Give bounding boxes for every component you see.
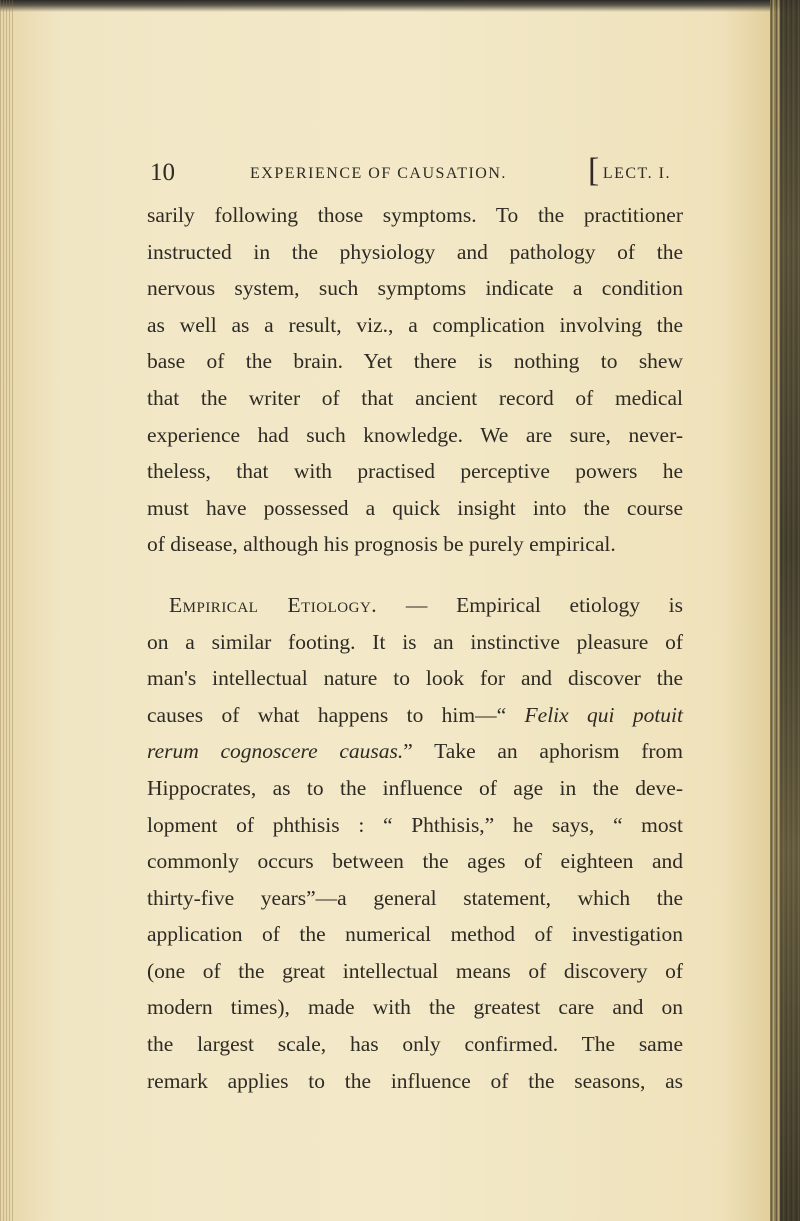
heading-line-rest: Empirical etiology is xyxy=(456,592,684,617)
running-header xyxy=(150,152,680,189)
paragraph-gap xyxy=(147,563,683,587)
latin-quote-cont: rerum cognoscere causas. xyxy=(147,739,404,764)
body-text xyxy=(147,197,683,1099)
lecture-reference xyxy=(588,152,671,189)
text-line: commonly occurs between the ages of eighteen and xyxy=(147,849,683,874)
binding-shadow xyxy=(780,0,800,1221)
bracket: [ xyxy=(588,152,601,189)
text-line: nervous system, such symptoms indicate a condition xyxy=(147,276,683,301)
page-left-edge xyxy=(0,0,14,1221)
text-line: instructed in the physiology and pathology of the xyxy=(147,239,683,264)
text-line: theless, that with practised perceptive powers he xyxy=(147,459,683,484)
text-line: remark applies to the influence of the seasons, as xyxy=(147,1068,683,1093)
text-line: as well as a result, viz., a complication involving the xyxy=(147,312,683,337)
text-line: sarily following those symptoms. To the practitioner xyxy=(147,203,683,227)
text-line xyxy=(147,587,683,624)
text-line xyxy=(147,733,683,770)
line-start: causes of what happens to him—“ xyxy=(147,702,525,727)
text-line: application of the numerical method of investigation xyxy=(147,922,683,947)
section-heading: Empirical Etiology. xyxy=(169,592,378,617)
text-line: lopment of phthisis : “ Phthisis,” he says, “ most xyxy=(147,812,683,837)
heading-dash: — xyxy=(377,592,457,617)
page-number: 10 xyxy=(150,159,175,186)
latin-quote: Felix qui potuit xyxy=(524,702,684,727)
lecture-label: LECT. I. xyxy=(602,165,671,182)
text-line: that the writer of that ancient record of medical xyxy=(147,385,683,410)
page-top-shadow xyxy=(0,0,800,12)
text-line: on a similar footing. It is an instinctive pleasure of xyxy=(147,629,683,654)
text-line: man's intellectual nature to look for and discover the xyxy=(147,666,683,691)
text-line: base of the brain. Yet there is nothing to shew xyxy=(147,349,683,374)
text-line: modern times), made with the greatest care and on xyxy=(147,995,683,1020)
text-line xyxy=(147,697,683,734)
text-line: must have possessed a quick insight into the course xyxy=(147,495,683,520)
text-line: (one of the great intellectual means of discovery of xyxy=(147,958,683,983)
text-line: thirty-five years”—a general statement, which the xyxy=(147,885,683,910)
line-rest: ” Take an aphorism from xyxy=(403,739,683,764)
paragraph-1 xyxy=(147,197,683,563)
running-title: EXPERIENCE OF CAUSATION. xyxy=(250,165,507,182)
text-line: experience had such knowledge. We are sure, never- xyxy=(147,422,683,447)
text-line: of disease, although his prognosis be purely empirical. xyxy=(147,532,616,557)
text-line: Hippocrates, as to the influence of age in the deve- xyxy=(147,775,683,800)
text-line: the largest scale, has only confirmed. The same xyxy=(147,1032,683,1057)
paragraph-2 xyxy=(147,587,683,1099)
